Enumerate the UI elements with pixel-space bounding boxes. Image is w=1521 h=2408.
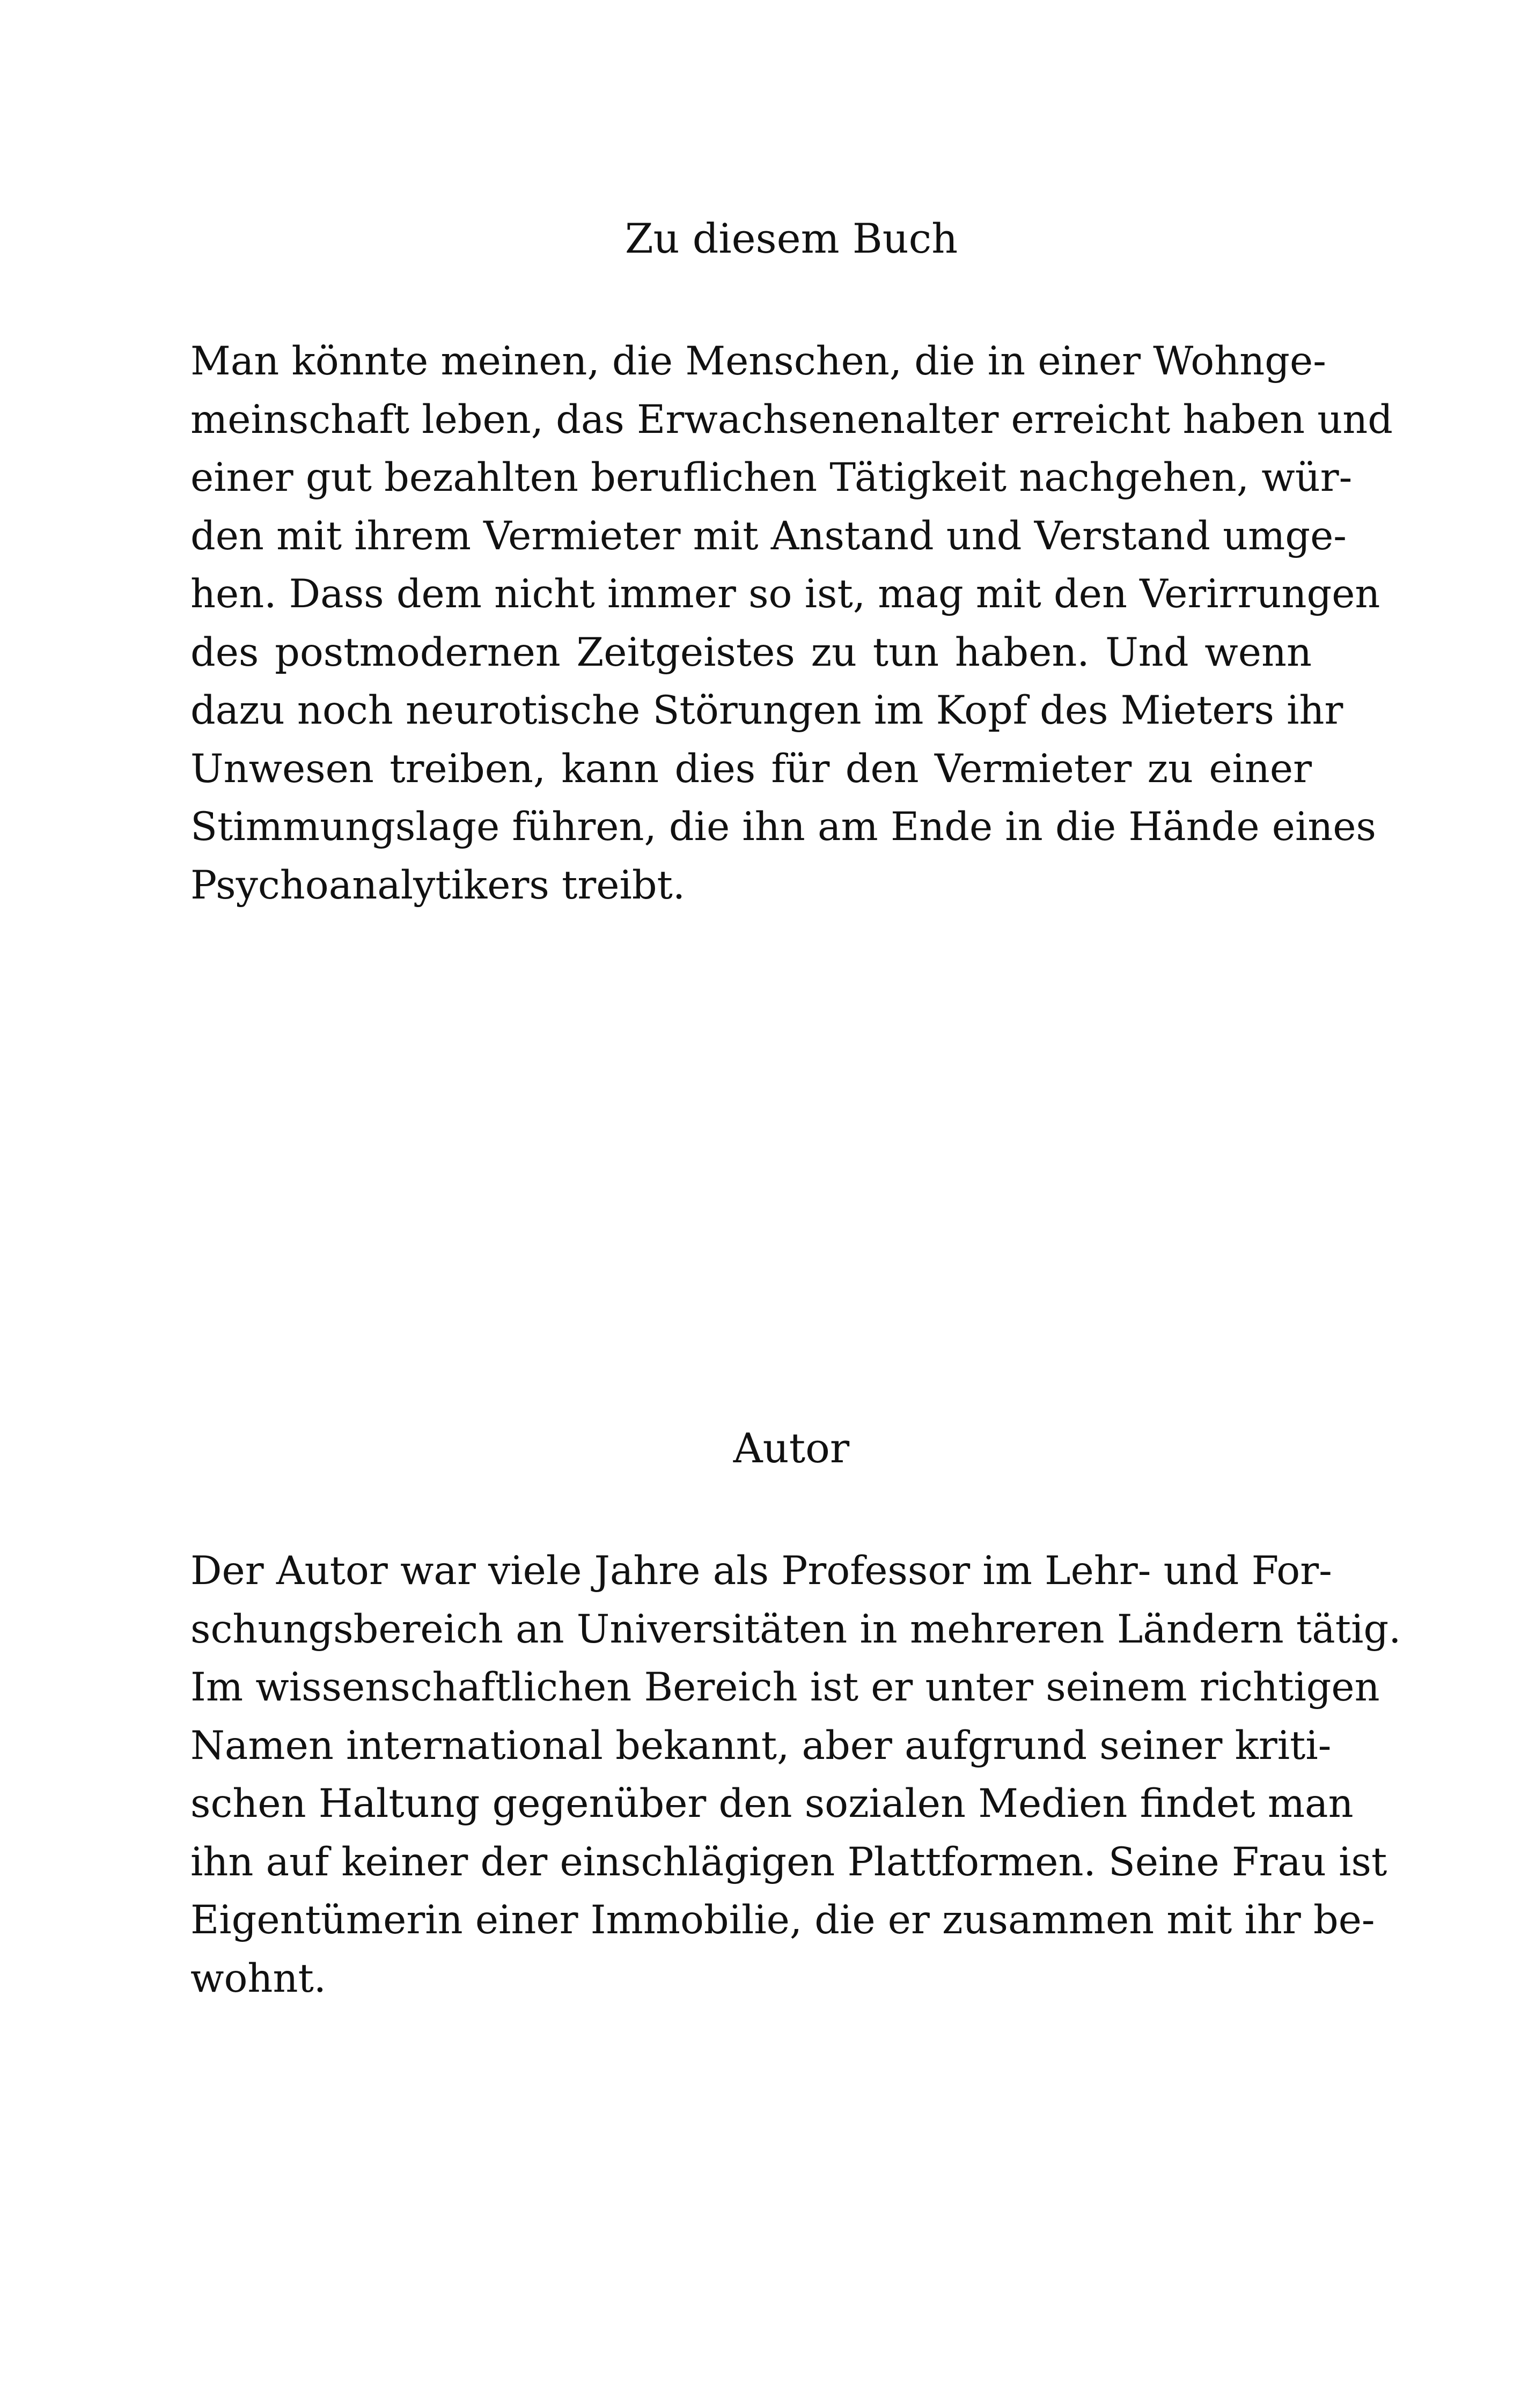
paragraph-line: Im wissenschaftlichen Bereich ist er unter seinem richtigen [190,1665,1380,1710]
paragraph-line: ihn auf keiner der einschlägigen Plattformen. Seine Frau ist [190,1839,1387,1885]
paragraph-line: einer gut bezahlten beruflichen Tätigkeit nachgehen, wür- [190,455,1353,500]
author-paragraph [190,1542,1401,2008]
paragraph-line: Stimmungslage führen, die ihn am Ende in die Hände eines [190,804,1376,850]
paragraph-line: den mit ihrem Vermieter mit Anstand und Verstand umge- [190,513,1347,559]
paragraph-line: Namen international bekannt, aber aufgrund seiner kriti- [190,1722,1332,1769]
about-book-heading: Zu diesem Buch [624,215,958,262]
paragraph-line: dazu noch neurotische Störungen im Kopf des Mieters ihr [190,688,1343,733]
paragraph-line: wohnt. [190,1955,327,2001]
paragraph-line: Psychoanalytikers treibt. [190,862,686,908]
paragraph-line: Unwesen treiben, kann dies für den Vermieter zu einer [190,746,1312,792]
about-book-paragraph [190,333,1393,915]
author-heading: Autor [733,1424,850,1472]
about-book-section [190,212,1393,915]
paragraph-line: Der Autor war viele Jahre als Professor im Lehr- und For- [190,1548,1332,1594]
paragraph-line: hen. Dass dem nicht immer so ist, mag mit den Verirrungen [190,571,1380,617]
paragraph-line: Eigentümerin einer Immobilie, die er zusammen mit ihr be- [190,1897,1375,1943]
paragraph-line: Man könnte meinen, die Menschen, die in einer Wohnge- [190,338,1326,384]
paragraph-line: schen Haltung gegenüber den sozialen Medien findet man [190,1781,1354,1827]
author-section [190,1422,1401,2008]
paragraph-line: meinschaft leben, das Erwachsenenalter erreicht haben und [190,396,1393,443]
paragraph-line: des postmodernen Zeitgeistes zu tun haben. Und wenn [190,629,1312,675]
paragraph-line: schungsbereich an Universitäten in mehreren Ländern tätig. [190,1606,1401,1652]
